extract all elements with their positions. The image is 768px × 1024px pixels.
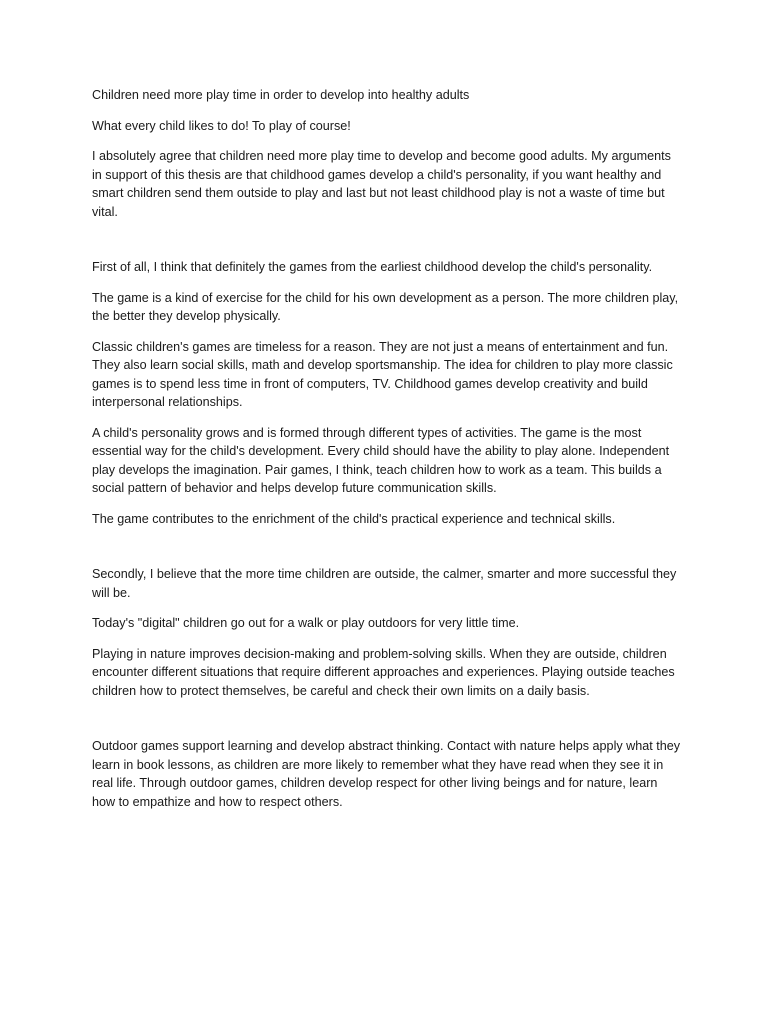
hook-paragraph: What every child likes to do! To play of course! <box>92 118 351 133</box>
section1-paragraph-3: Classic children's games are timeless for a reason. They are not just a means of entertainment and fun. They also learn social skills, math and develop sportsmanship. The idea for children to play more classic games is to spend less time in front of computers, TV. Childhood games develop creativity and build interpersonal relationships. <box>92 339 673 409</box>
section2-paragraph-1: Secondly, I believe that the more time children are outside, the calmer, smarter and more successful they will be. <box>92 567 677 600</box>
section1-paragraph-2: The game is a kind of exercise for the child for his own development as a person. The more children play, the better they develop physically. <box>92 290 679 323</box>
document-page <box>92 86 682 823</box>
section2-paragraph-2: Today's "digital" children go out for a walk or play outdoors for very little time. <box>92 616 520 630</box>
section2-paragraph-3: Playing in nature improves decision-making and problem-solving skills. When they are outside, children encounter different situations that require different approaches and experiences. Playing outside teaches children how to protect themselves, be careful and check their own limits on a daily basis. <box>92 646 675 698</box>
section1-paragraph-4: A child's personality grows and is formed through different types of activities. The game is the most essential way for the child's development. Every child should have the ability to play alone. Independent play develops the imagination. Pair games, I think, teach children how to work as a team. This builds a social pattern of behavior and helps develop future communication skills. <box>92 425 670 495</box>
section3-paragraph-1: Outdoor games support learning and develop abstract thinking. Contact with nature helps apply what they learn in book lessons, as children are more likely to remember what they have read when they see it in real life. Through outdoor games, children develop respect for other living beings and for nature, learn how to empathize and how to respect others. <box>92 739 681 809</box>
intro-paragraph: I absolutely agree that children need more play time to develop and become good adults. My arguments in support of this thesis are that childhood games develop a child's personality, if you want healthy and smart children send them outside to play and last but not least childhood play is not a waste of time but vital. <box>92 149 671 219</box>
section1-paragraph-1: First of all, I think that definitely the games from the earliest childhood develop the child's personality. <box>92 260 653 274</box>
document-title: Children need more play time in order to develop into healthy adults <box>92 88 470 102</box>
section1-paragraph-5: The game contributes to the enrichment of the child's practical experience and technical skills. <box>92 511 616 526</box>
